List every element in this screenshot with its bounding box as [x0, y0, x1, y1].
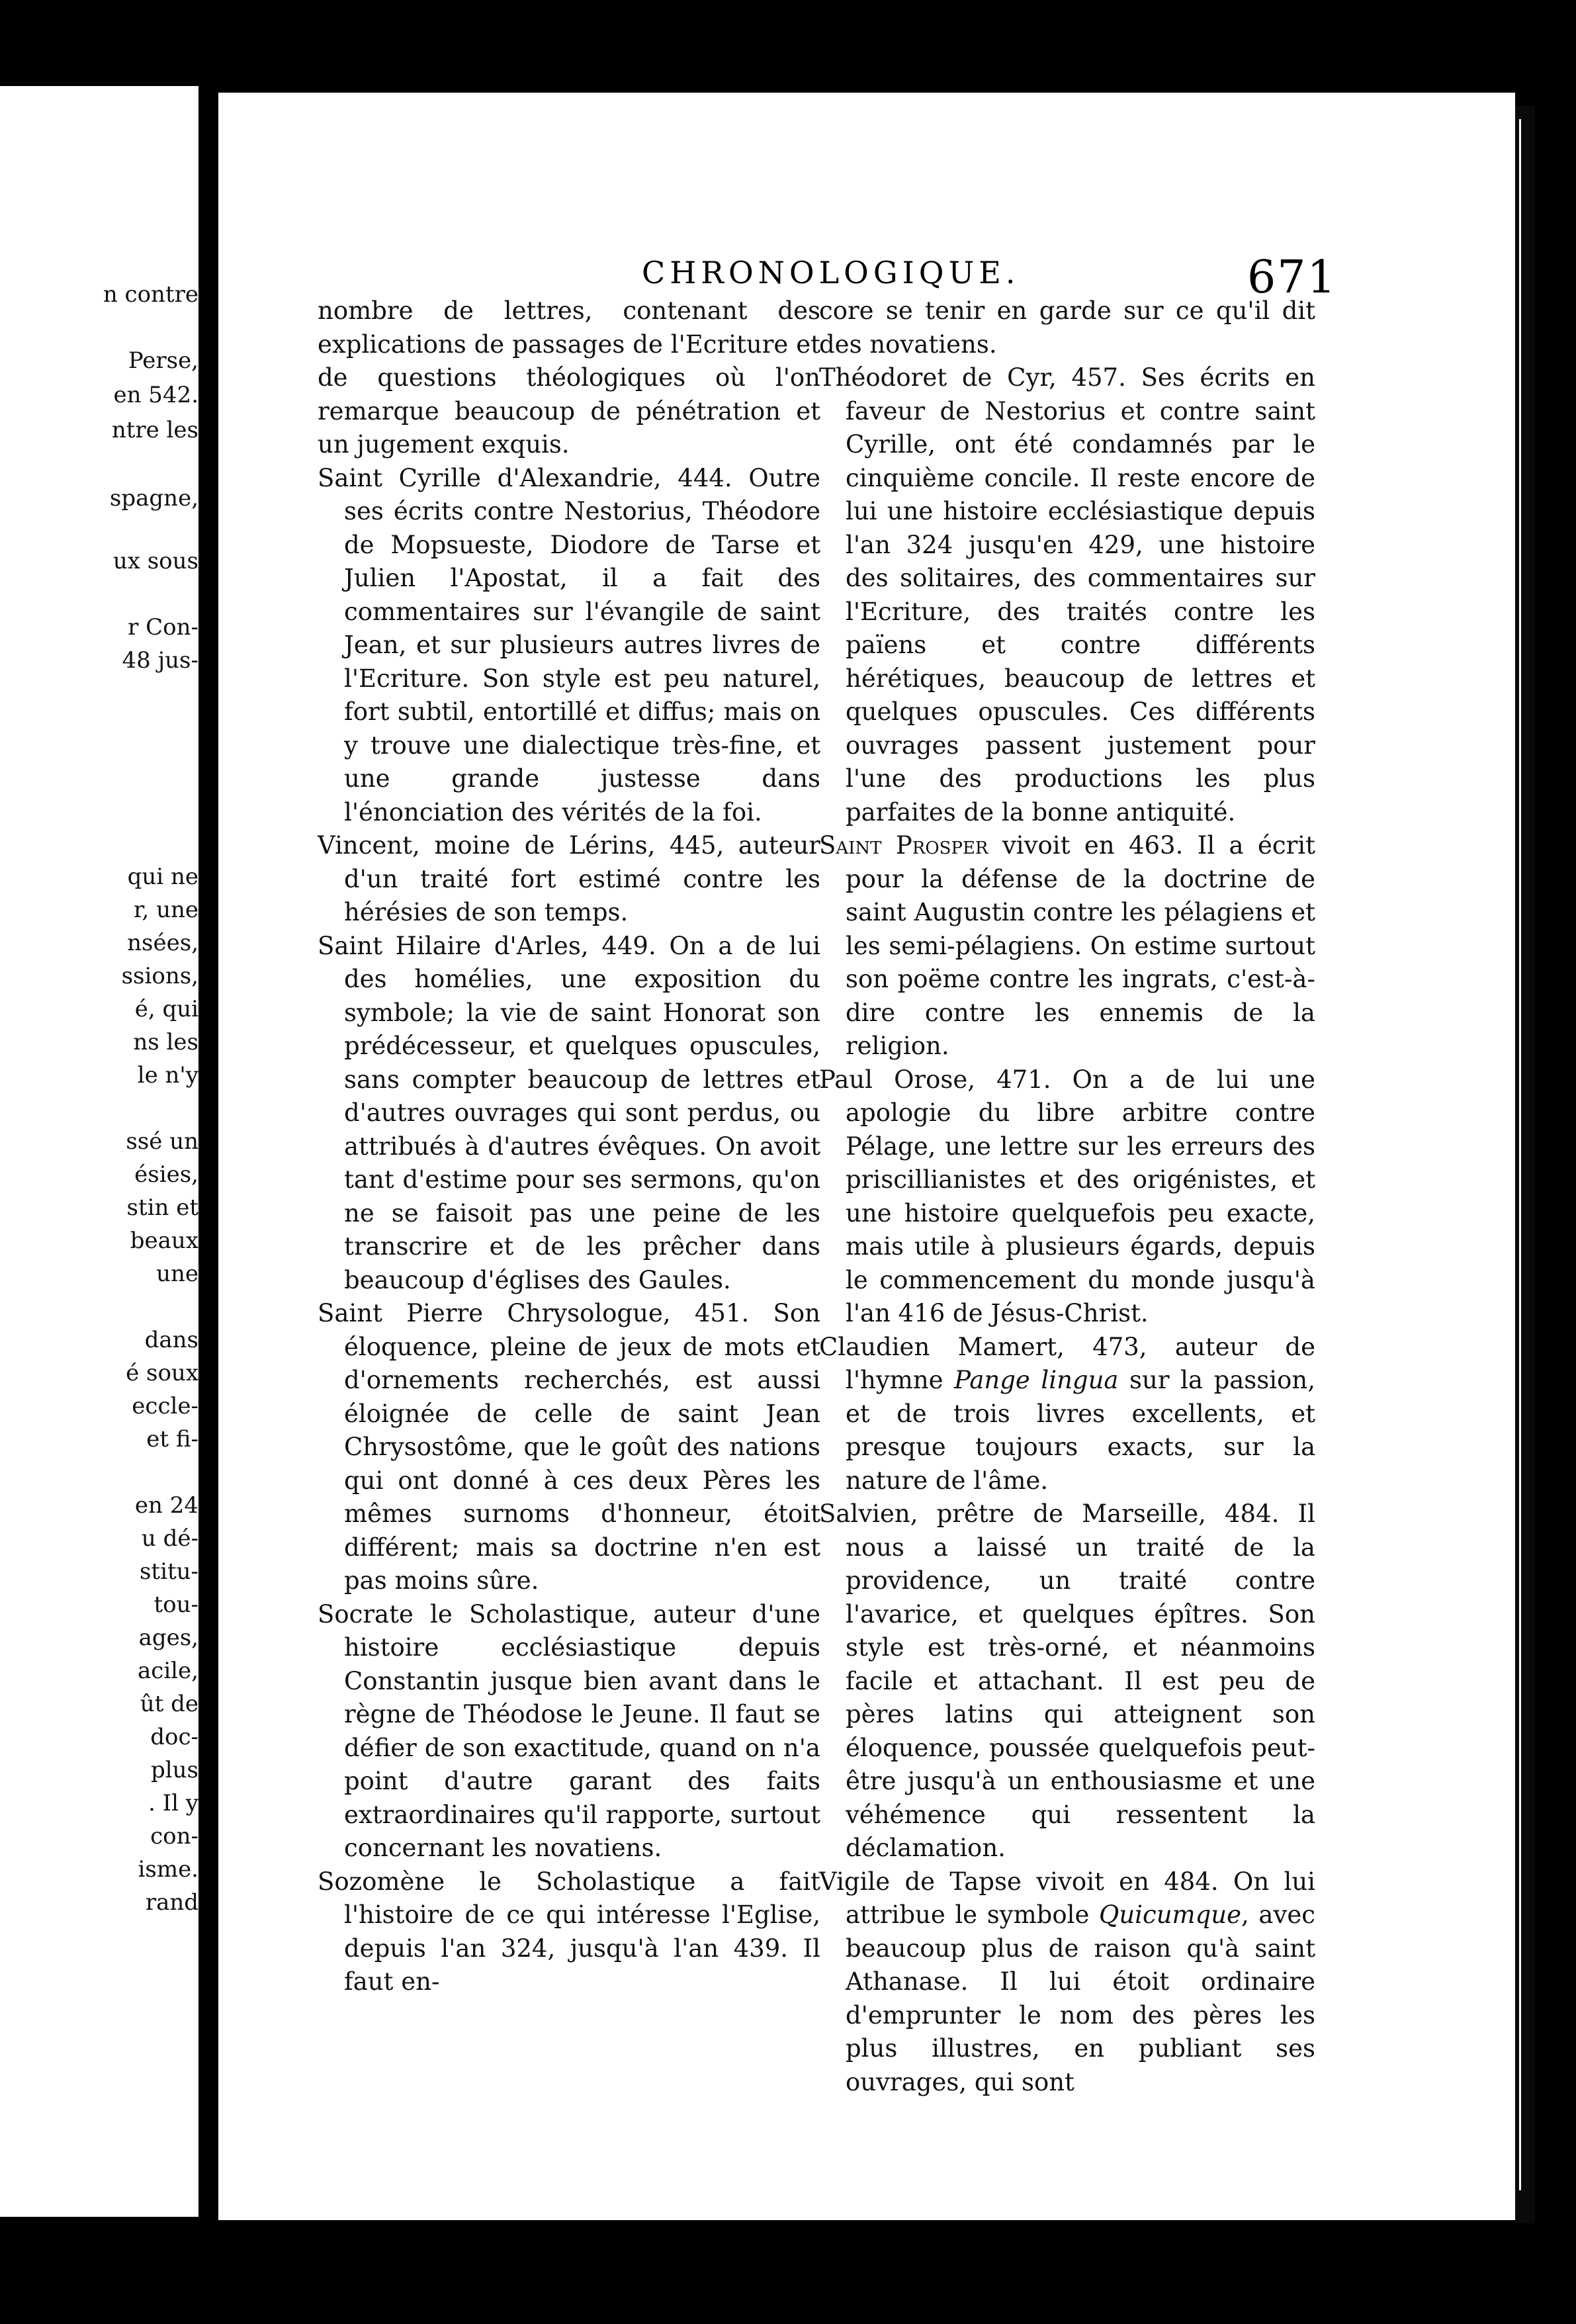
- entry-heading: Sozomène le Scholastique: [318, 1867, 696, 1896]
- entry-text: auteur d'une histoire ecclésiastique depuis Constantin jusque bien avant dans le règne de Théodose le Jeune. Il faut se défier de son exactitude, quand on n'a point d'autre garant des faits extraordinaires qu'il rapporte, surtout concernant les novatiens.: [344, 1599, 820, 1862]
- previous-page-text-fragment: spagne,: [109, 485, 198, 512]
- entry-continuation: [819, 294, 1315, 361]
- previous-page-text-fragment: stin et: [126, 1194, 198, 1221]
- previous-page-text-fragment: en 24: [134, 1492, 198, 1519]
- entry-heading: Saint Pierre Chrysologue, 451.: [318, 1299, 750, 1327]
- previous-page-text-fragment: doc-: [150, 1724, 198, 1750]
- entry-heading: Socrate le Scholastique,: [318, 1599, 636, 1629]
- entry-heading: Théodoret de Cyr, 457.: [819, 363, 1126, 392]
- entry-text: vivoit en 484. On lui attribue le symbole: [846, 1867, 1315, 1929]
- entry-text: core se tenir en garde sur ce qu'il dit des novatiens.: [819, 296, 1315, 359]
- previous-page-text-fragment: beaux: [130, 1228, 198, 1254]
- previous-page-text-fragment: ntre les: [111, 417, 198, 443]
- previous-page-edge: [0, 86, 198, 2217]
- chronology-entry: [819, 1331, 1315, 1498]
- entry-heading: Saint Hilaire d'Arles, 449.: [318, 931, 656, 960]
- entry-text: Outre ses écrits contre Nestorius, Théodore de Mopsueste, Diodore de Tarse et Julien l'Apostat, il a fait des commentaires sur l'évangile de saint Jean, et sur plusieurs autres livres de l'Ecriture. Son style est peu naturel, fort subtil, entortillé et diffus; mais on y trouve une dialectique très-fine, et une grande justesse dans l'énonciation des vérités de la foi.: [344, 463, 820, 827]
- previous-page-text-fragment: et fi-: [146, 1426, 198, 1452]
- previous-page-text-fragment: plus: [151, 1757, 198, 1783]
- previous-page-text-fragment: Perse,: [128, 347, 198, 374]
- previous-page-text-fragment: n contre: [103, 281, 198, 308]
- previous-page-text-fragment: r Con-: [128, 614, 198, 641]
- right-column: [819, 294, 1315, 2099]
- entry-heading: Salvien, prêtre de Marseille, 484.: [819, 1499, 1280, 1528]
- entry-text: vivoit en 463. Il a écrit pour la défense de la doctrine de saint Augustin contre les pélagiens et les semi-pélagiens. On estime surtout son poëme contre les ingrats, c'est-à-dire contre les ennemis de la religion.: [846, 831, 1315, 1060]
- entry-italic-title: Quicumque: [1098, 1900, 1242, 1929]
- entry-heading: Vincent, moine de Lérins, 445,: [318, 831, 724, 860]
- entry-text: a fait l'histoire de ce qui intéresse l'Eglise, depuis l'an 324, jusqu'à l'an 439. Il faut en-: [344, 1867, 820, 1996]
- previous-page-text-fragment: ux sous: [112, 548, 198, 574]
- entry-continuation: [318, 294, 820, 462]
- previous-page-text-fragment: ns les: [133, 1029, 198, 1055]
- entry-text: Son éloquence, pleine de jeux de mots et d'ornements recherchés, est aussi éloignée de celle de saint Jean Chrysostôme, que le goût des nations qui ont donné à ces deux Pères les mêmes surnoms d'honneur, étoit différent; mais sa doctrine n'en est pas moins sûre.: [344, 1299, 820, 1595]
- entry-heading: Saint Cyrille d'Alexandrie, 444.: [318, 463, 732, 492]
- chronology-entry: [819, 1063, 1315, 1331]
- previous-page-text-fragment: ssions,: [121, 963, 198, 989]
- previous-page-text-fragment: é soux: [126, 1360, 198, 1386]
- chronology-entry: [318, 462, 820, 830]
- previous-page-text-fragment: ssé un: [126, 1128, 198, 1155]
- page-edge: [1515, 106, 1535, 2223]
- previous-page-text-fragment: nsées,: [127, 930, 198, 956]
- previous-page-text-fragment: acile,: [138, 1658, 198, 1684]
- entry-italic-title: Pange lingua: [954, 1366, 1119, 1394]
- chronology-entry: [819, 361, 1315, 829]
- previous-page-text-fragment: 48 jus-: [122, 647, 198, 674]
- previous-page-text-fragment: en 542.: [113, 382, 198, 408]
- previous-page-text-fragment: stitu-: [139, 1558, 198, 1585]
- previous-page-text-fragment: ût de: [140, 1691, 198, 1717]
- chronology-entry: [318, 829, 820, 930]
- running-header: CHRONOLOGIQUE.: [642, 255, 1020, 290]
- chronology-entry: [819, 829, 1315, 1063]
- previous-page-text-fragment: le n'y: [137, 1062, 198, 1089]
- previous-page-text-fragment: rand: [145, 1889, 198, 1916]
- entry-heading: Saint Prosper: [819, 831, 988, 860]
- page-number: 671: [1247, 251, 1337, 304]
- previous-page-text-fragment: isme.: [138, 1856, 198, 1883]
- previous-page-text-fragment: une: [156, 1261, 198, 1287]
- previous-page-text-fragment: ages,: [138, 1625, 198, 1651]
- previous-page-text-fragment: eccle-: [132, 1393, 198, 1419]
- entry-text: Ses écrits en faveur de Nestorius et contre saint Cyrille, ont été condamnés par le cinquième concile. Il reste encore de lui une histoire ecclésiastique depuis l'an 324 jusqu'en 429, une histoire des solitaires, des commentaires sur l'Ecriture, des traités contre les païens et contre différents hérétiques, beaucoup de lettres et quelques opuscules. Ces différents ouvrages passent justement pour l'une des productions les plus parfaites de la bonne antiquité.: [846, 363, 1315, 827]
- previous-page-text-fragment: . Il y: [148, 1790, 198, 1816]
- left-column: [318, 294, 820, 1999]
- previous-page-text-fragment: u dé-: [141, 1525, 198, 1552]
- chronology-entry: [819, 1865, 1315, 2100]
- previous-page-text-fragment: ésies,: [134, 1161, 198, 1188]
- previous-page-text-fragment: tou-: [153, 1591, 198, 1618]
- chronology-entry: [318, 1865, 820, 1999]
- previous-page-text-fragment: r, une: [133, 897, 198, 923]
- previous-page-text-fragment: con-: [150, 1823, 198, 1850]
- entry-text: auteur de l'hymne: [846, 1332, 1315, 1394]
- entry-heading: Claudien Mamert, 473,: [819, 1332, 1147, 1361]
- entry-text: sur la passion, et de trois livres excellents, et presque toujours exacts, sur la nature de l'âme.: [846, 1366, 1315, 1495]
- entry-text: auteur d'un traité fort estimé contre les hérésies de son temps.: [344, 831, 820, 926]
- entry-heading: Vigile de Tapse: [819, 1867, 1022, 1896]
- entry-text: On a de lui une apologie du libre arbitre contre Pélage, une lettre sur les erreurs des priscillianistes et des origénistes, et une histoire quelquefois peu exacte, mais utile à plusieurs égards, depuis le commencement du monde jusqu'à l'an 416 de Jésus-Christ.: [846, 1065, 1315, 1327]
- entry-text: nombre de lettres, contenant des explications de passages de l'Ecriture et de questions théologiques où l'on remarque beaucoup de pénétration et un jugement exquis.: [318, 296, 820, 459]
- previous-page-text-fragment: qui ne: [127, 864, 198, 890]
- previous-page-text-fragment: dans: [144, 1327, 198, 1353]
- chronology-entry: [318, 930, 820, 1298]
- entry-heading: Paul Orose, 471.: [819, 1065, 1051, 1094]
- previous-page-text-fragment: é, qui: [134, 996, 198, 1022]
- chronology-entry: [318, 1297, 820, 1598]
- chronology-entry: [318, 1598, 820, 1865]
- entry-text: On a de lui des homélies, une exposition du symbole; la vie de saint Honorat son prédécesseur, et quelques opuscules, sans compter beaucoup de lettres et d'autres ouvrages qui sont perdus, ou attribués à d'autres évêques. On avoit tant d'estime pour ses sermons, qu'on ne se faisoit pas une peine de les transcrire et de les prêcher dans beaucoup d'églises des Gaules.: [344, 931, 820, 1294]
- chronology-entry: [819, 1497, 1315, 1865]
- entry-text: Il nous a laissé un traité de la providence, un traité contre l'avarice, et quelques épîtres. Son style est très-orné, et néanmoins facile et attachant. Il est peu de pères latins qui atteignent son éloquence, poussée quelquefois peut-être jusqu'à un enthousiasme et une véhémence qui ressentent la déclamation.: [846, 1499, 1315, 1862]
- entry-text: , avec beaucoup plus de raison qu'à saint Athanase. Il lui étoit ordinaire d'emprunter le nom des pères les plus illustres, en publiant ses ouvrages, qui sont: [846, 1900, 1315, 2096]
